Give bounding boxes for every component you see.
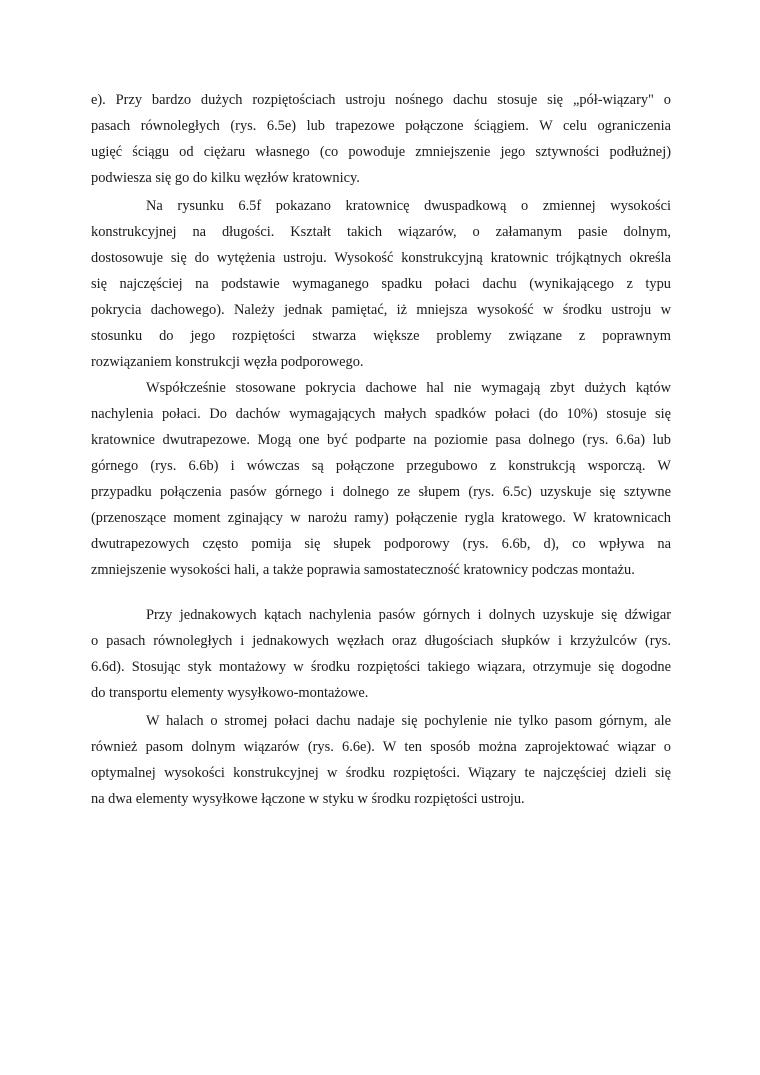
- text-line: (przenoszące moment zginający w narożu ramy) połączenie rygla kratowego. W kratownicach: [91, 510, 671, 526]
- paragraph-3: [91, 375, 671, 583]
- text-line: konstrukcyjnej na długości. Kształt takich wiązarów, o załamanym pasie dolnym,: [91, 224, 671, 240]
- text-line: pasach równoległych (rys. 6.5e) lub trapezowe połączone ściągiem. W celu ograniczenia: [91, 118, 671, 134]
- text-line: zmniejszenie wysokości hali, a także poprawia samostateczność kratownicy podczas montażu.: [91, 562, 635, 578]
- text-line: ugięć ściągu od ciężaru własnego (co powoduje zmniejszenie jego sztywności podłużnej): [91, 144, 671, 160]
- text-line: Na rysunku 6.5f pokazano kratownicę dwuspadkową o zmiennej wysokości: [146, 198, 671, 214]
- text-line: na dwa elementy wysyłkowe łączone w styku w środku rozpiętości ustroju.: [91, 791, 525, 807]
- text-line: Współcześnie stosowane pokrycia dachowe hal nie wymagają zbyt dużych kątów: [146, 380, 671, 396]
- text-line: 6.6d). Stosując styk montażowy w środku rozpiętości takiego wiązara, otrzymuje się dogodne: [91, 659, 671, 675]
- paragraph-1: [91, 87, 671, 191]
- text-line: górnego (rys. 6.6b) i wówczas są połączone przegubowo z konstrukcją wsporczą. W: [91, 458, 671, 474]
- text-line: kratownice dwutrapezowe. Mogą one być podparte na poziomie pasa dolnego (rys. 6.6a) lub: [91, 432, 671, 448]
- text-line: pokrycia dachowego). Należy jednak pamiętać, iż mniejsza wysokość w środku ustroju w: [91, 302, 671, 318]
- paragraph-4: [91, 602, 671, 706]
- text-line: optymalnej wysokości konstrukcyjnej w środku rozpiętości. Wiązary te najczęściej dzieli się: [91, 765, 671, 781]
- text-line: rozwiązaniem konstrukcji węzła podporowego.: [91, 354, 364, 370]
- text-line: dwutrapezowych często pomija się słupek podporowy (rys. 6.6b, d), co wpływa na: [91, 536, 671, 552]
- text-line: W halach o stromej połaci dachu nadaje się pochylenie nie tylko pasom górnym, ale: [146, 713, 671, 729]
- text-line: podwiesza się go do kilku węzłów kratownicy.: [91, 170, 360, 186]
- text-line: Przy jednakowych kątach nachylenia pasów górnych i dolnych uzyskuje się dźwigar: [146, 607, 671, 623]
- text-line: się najczęściej na podstawie wymaganego spadku połaci dachu (wynikającego z typu: [91, 276, 671, 292]
- text-line: do transportu elementy wysyłkowo-montażowe.: [91, 685, 369, 701]
- text-line: stosunku do jego rozpiętości stwarza większe problemy związane z poprawnym: [91, 328, 671, 344]
- text-line: przypadku połączenia pasów górnego i dolnego ze słupem (rys. 6.5c) uzyskuje się sztywne: [91, 484, 671, 500]
- text-line: o pasach równoległych i jednakowych węzłach oraz długościach słupków i krzyżulców (rys.: [91, 633, 671, 649]
- paragraph-2: [91, 193, 671, 375]
- text-line: e). Przy bardzo dużych rozpiętościach ustroju nośnego dachu stosuje się „pół-wiązary" o: [91, 92, 671, 108]
- paragraph-5: [91, 708, 671, 812]
- text-line: dostosowuje się do wytężenia ustroju. Wysokość konstrukcyjną kratownic trójkątnych określa: [91, 250, 671, 266]
- text-line: nachylenia połaci. Do dachów wymagających małych spadków połaci (do 10%) stosuje się: [91, 406, 671, 422]
- text-line: również pasom dolnym wiązarów (rys. 6.6e). W ten sposób można zaprojektować wiązar o: [91, 739, 671, 755]
